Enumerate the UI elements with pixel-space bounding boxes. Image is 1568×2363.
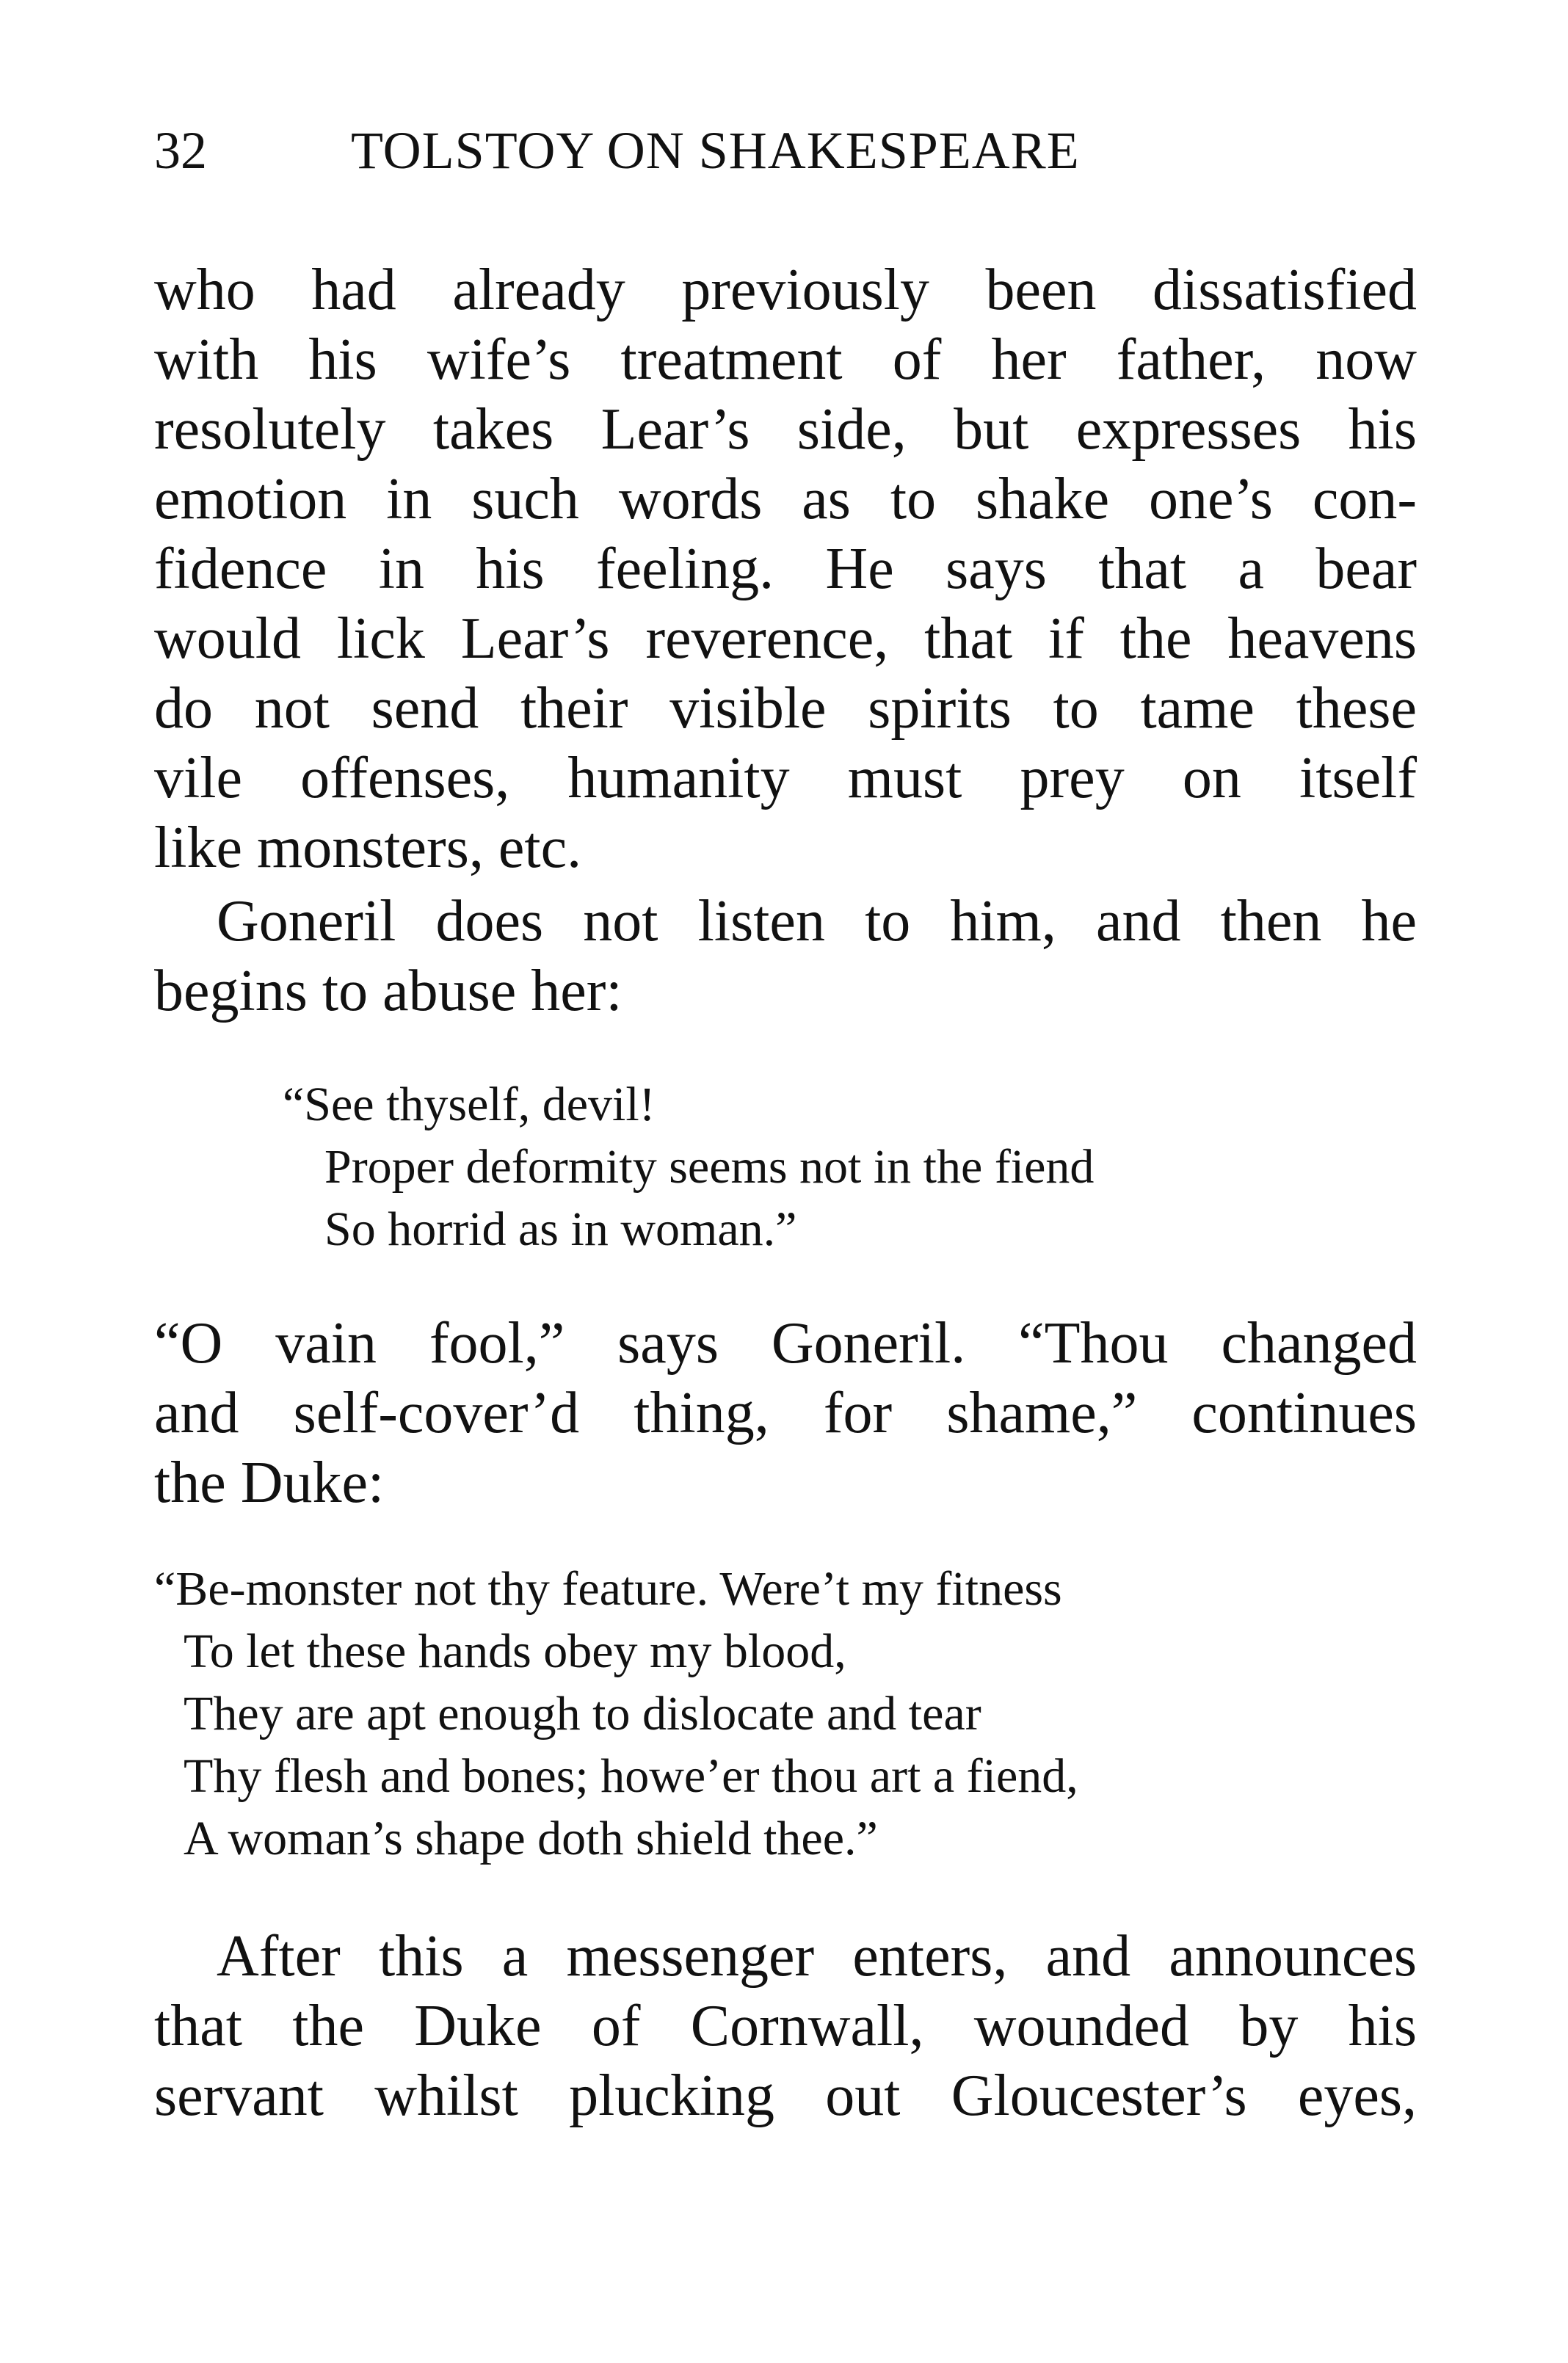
- body-line: like monsters, etc.: [154, 816, 582, 880]
- quote-line: They are apt enough to dislocate and tear: [184, 1687, 981, 1741]
- body-line: do not send their visible spirits to tame these: [154, 676, 1417, 741]
- body-line: and self-cover’d thing, for shame,” continues: [154, 1381, 1417, 1445]
- quote-line: A woman’s shape doth shield thee.”: [184, 1812, 878, 1865]
- body-line: servant whilst plucking out Gloucester’s eyes,: [154, 2063, 1417, 2128]
- quote-line: Thy flesh and bones; howe’er thou art a fiend,: [184, 1749, 1078, 1803]
- page-number: 32: [154, 121, 207, 180]
- body-line: with his wife’s treatment of her father, now: [154, 327, 1417, 392]
- body-line: begins to abuse her:: [154, 959, 623, 1023]
- quote-line: “Be-monster not thy feature. Were’t my fitness: [154, 1562, 1062, 1616]
- body-line: “O vain fool,” says Goneril. “Thou changed: [154, 1311, 1417, 1376]
- body-line: After this a messenger enters, and announces: [217, 1924, 1417, 1989]
- quote-line: So horrid as in woman.”: [324, 1202, 797, 1256]
- body-line: resolutely takes Lear’s side, but expresses his: [154, 397, 1417, 462]
- page-header: [154, 110, 1417, 191]
- body-line: fidence in his feeling. He says that a bear: [154, 537, 1417, 601]
- body-line: that the Duke of Cornwall, wounded by his: [154, 1994, 1417, 2058]
- quote-line: “See thyself, devil!: [283, 1078, 656, 1131]
- body-line: vile offenses, humanity must prey on itself: [154, 746, 1417, 810]
- body-line: the Duke:: [154, 1451, 385, 1515]
- body-line: emotion in such words as to shake one’s con-: [154, 467, 1417, 531]
- quote-line: To let these hands obey my blood,: [184, 1625, 846, 1678]
- quote-line: Proper deformity seems not in the fiend: [324, 1140, 1095, 1194]
- body-line: Goneril does not listen to him, and then he: [217, 889, 1417, 954]
- body-line: who had already previously been dissatisfied: [154, 258, 1417, 322]
- body-line: would lick Lear’s reverence, that if the heavens: [154, 606, 1417, 671]
- running-head: TOLSTOY ON SHAKESPEARE: [351, 121, 1080, 180]
